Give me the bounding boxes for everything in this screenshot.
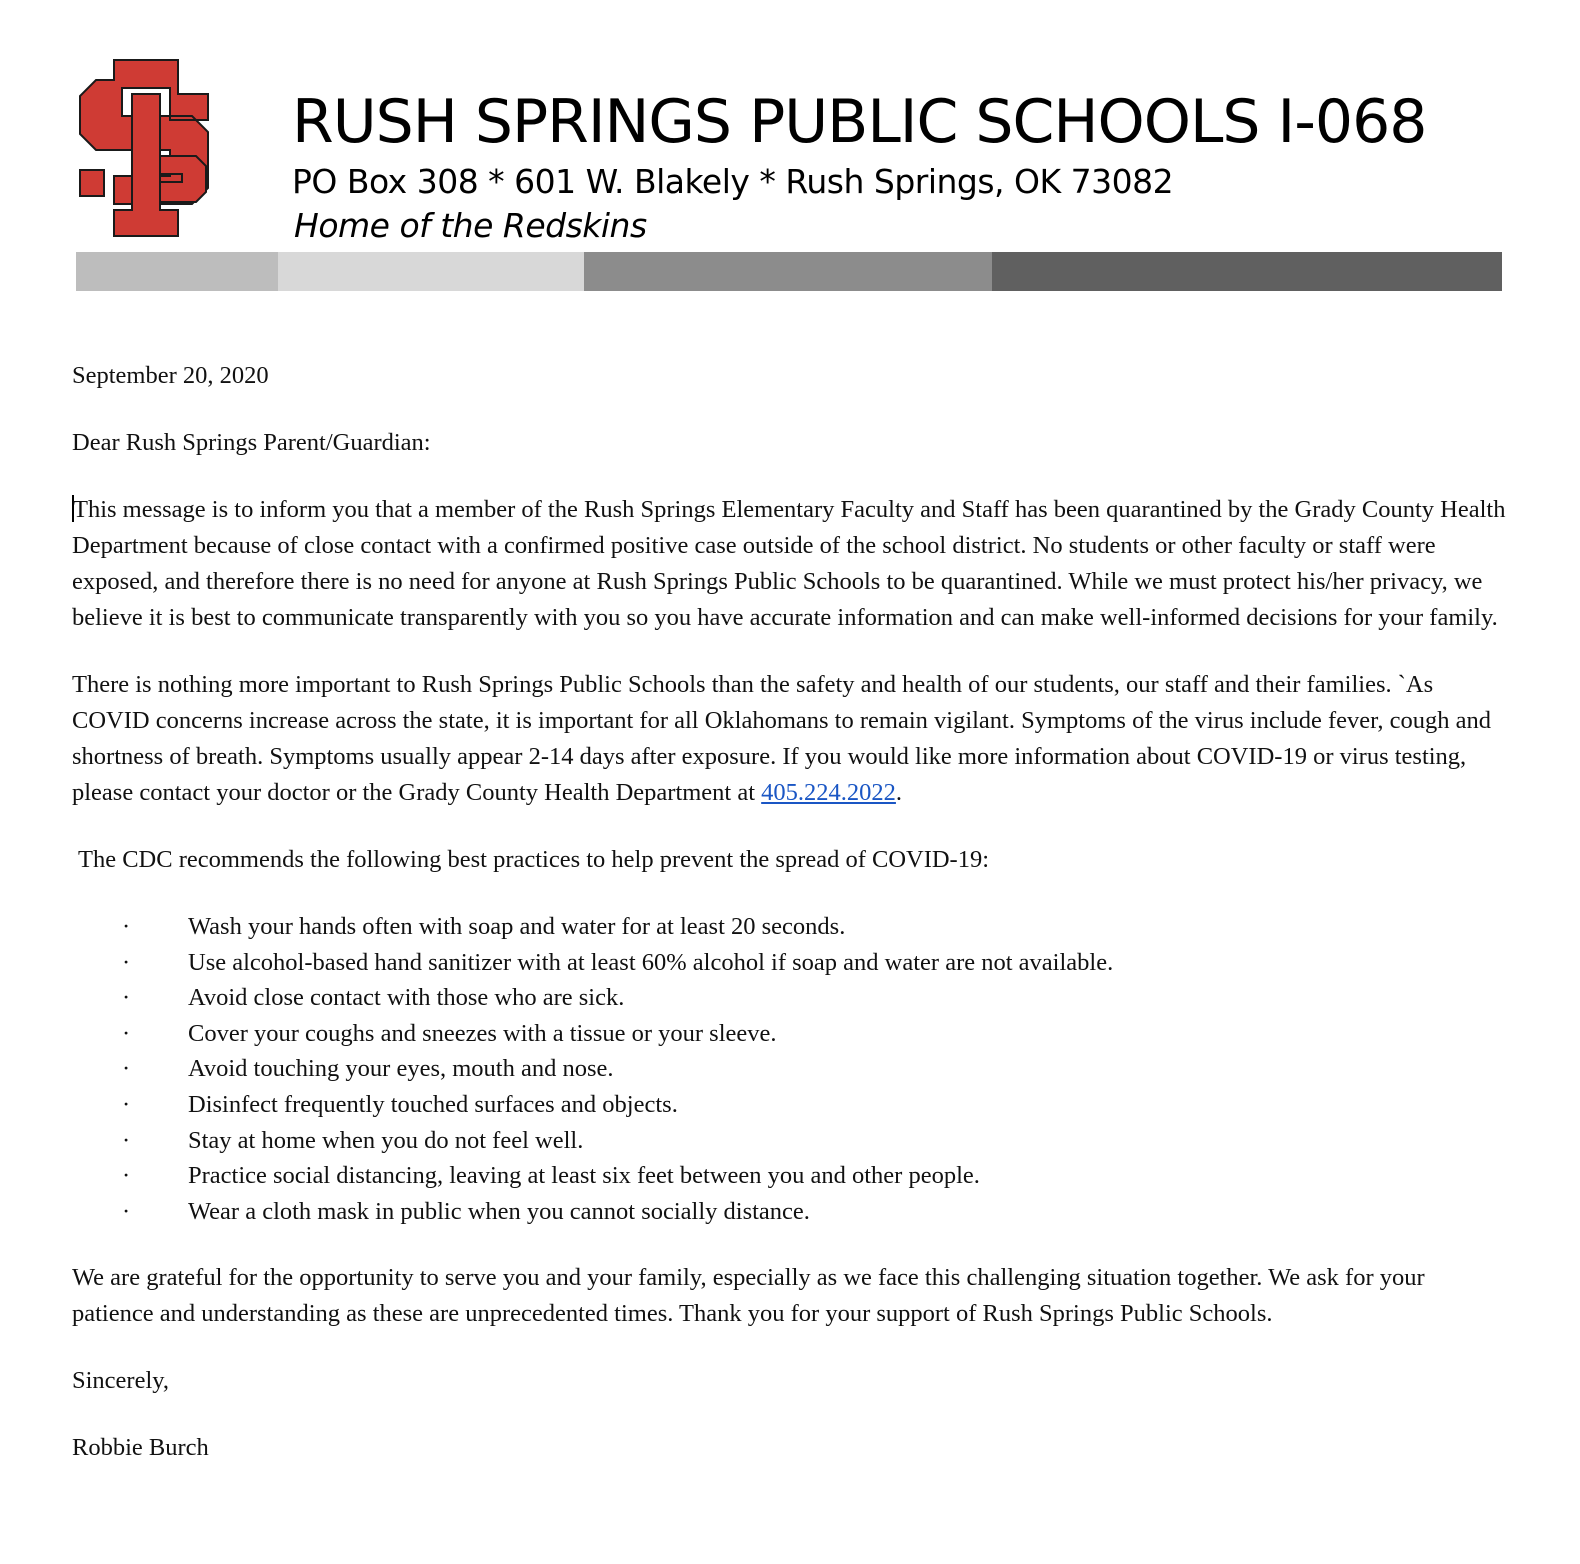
school-address: PO Box 308 * 601 W. Blakely * Rush Springs, OK 73082 (292, 162, 1174, 201)
list-item-text: Practice social distancing, leaving at least six feet between you and other people. (188, 1162, 980, 1190)
list-item (72, 1194, 1508, 1230)
school-name: RUSH SPRINGS PUBLIC SCHOOLS I-068 (292, 87, 1427, 157)
list-item (72, 1016, 1508, 1052)
list-item-text: Wash your hands often with soap and water for at least 20 seconds. (188, 913, 846, 940)
list-item (72, 1158, 1508, 1194)
bullet-dot: · (122, 1019, 131, 1047)
list-item (72, 980, 1508, 1016)
list-item-text: Disinfect frequently touched surfaces and objects. (188, 1090, 678, 1118)
letterhead (0, 0, 1580, 300)
letterhead-stripe (76, 252, 1502, 291)
list-item (72, 1051, 1508, 1087)
paragraph-quarantine-notice (72, 492, 1508, 636)
closing-paragraph: We are grateful for the opportunity to serve you and your family, especially as we face this challenging situation together. We ask for your patience and understanding as these are unprecedented times. Thank you for your support of Rush Springs Public Schools. (72, 1264, 1425, 1328)
rs-monogram-logo-icon (74, 58, 214, 238)
bullet-dot: · (122, 1126, 131, 1154)
paragraph-text: There is nothing more important to Rush Springs Public Schools than the safety and health of our students, our staff and their families. `As COVID concerns increase across the state, it is important for all Oklahomans to remain vigilant. Symptoms of the virus include fever, cough and shortness of breath. Symptoms usually appear 2-14 days after exposure. If you would like more information about COVID-19 or virus testing, please contact your doctor or the Grady County Health Department at (72, 671, 1491, 806)
stripe-segment (584, 252, 992, 291)
cdc-intro: The CDC recommends the following best practices to help prevent the spread of COVID-19: (78, 846, 990, 873)
list-item-text: Avoid touching your eyes, mouth and nose. (188, 1055, 614, 1083)
list-item (72, 1087, 1508, 1123)
letter-body[interactable] (72, 358, 1508, 1497)
bullet-dot: · (122, 948, 131, 976)
list-item (72, 1123, 1508, 1159)
paragraph-end: . (895, 779, 903, 806)
bullet-dot: · (122, 1162, 131, 1190)
letter-date: September 20, 2020 (72, 362, 269, 389)
school-motto: Home of the Redskins (294, 206, 647, 245)
list-item-text: Stay at home when you do not feel well. (188, 1126, 584, 1154)
list-item (72, 945, 1508, 981)
paragraph-text: This message is to inform you that a member of the Rush Springs Elementary Faculty and Staff has been quarantined by the Grady County Health Department because of close contact with a confirmed positive case outside of the school district. No students or other faculty or staff were exposed, and therefore there is no need for anyone at Rush Springs Public Schools to be quarantined. While we must protect his/her privacy, we believe it is best to communicate transparently with you so you have accurate information and can make well-informed decisions for your family. (72, 496, 1506, 631)
bullet-dot: · (122, 984, 131, 1012)
bullet-dot: · (122, 1197, 131, 1225)
list-item-text: Wear a cloth mask in public when you cannot socially distance. (188, 1197, 810, 1225)
stripe-segment (992, 252, 1502, 291)
signer-name: Robbie Burch (72, 1434, 209, 1462)
stripe-segment (76, 252, 278, 291)
list-item (72, 909, 1508, 945)
stripe-segment (278, 252, 584, 291)
list-item-text: Avoid close contact with those who are sick. (188, 984, 625, 1012)
signoff: Sincerely, (72, 1367, 170, 1395)
bullet-dot: · (122, 1055, 131, 1083)
bullet-dot: · (122, 1090, 131, 1118)
cdc-practices-list (72, 909, 1508, 1229)
list-item-text: Cover your coughs and sneezes with a tissue or your sleeve. (188, 1019, 777, 1047)
list-item-text: Use alcohol-based hand sanitizer with at least 60% alcohol if soap and water are not available. (188, 948, 1114, 976)
letter-salutation: Dear Rush Springs Parent/Guardian: (72, 429, 431, 456)
health-department-phone-link[interactable]: 405.224.2022 (761, 779, 896, 806)
paragraph-safety (72, 667, 1508, 811)
bullet-dot: · (122, 913, 131, 940)
